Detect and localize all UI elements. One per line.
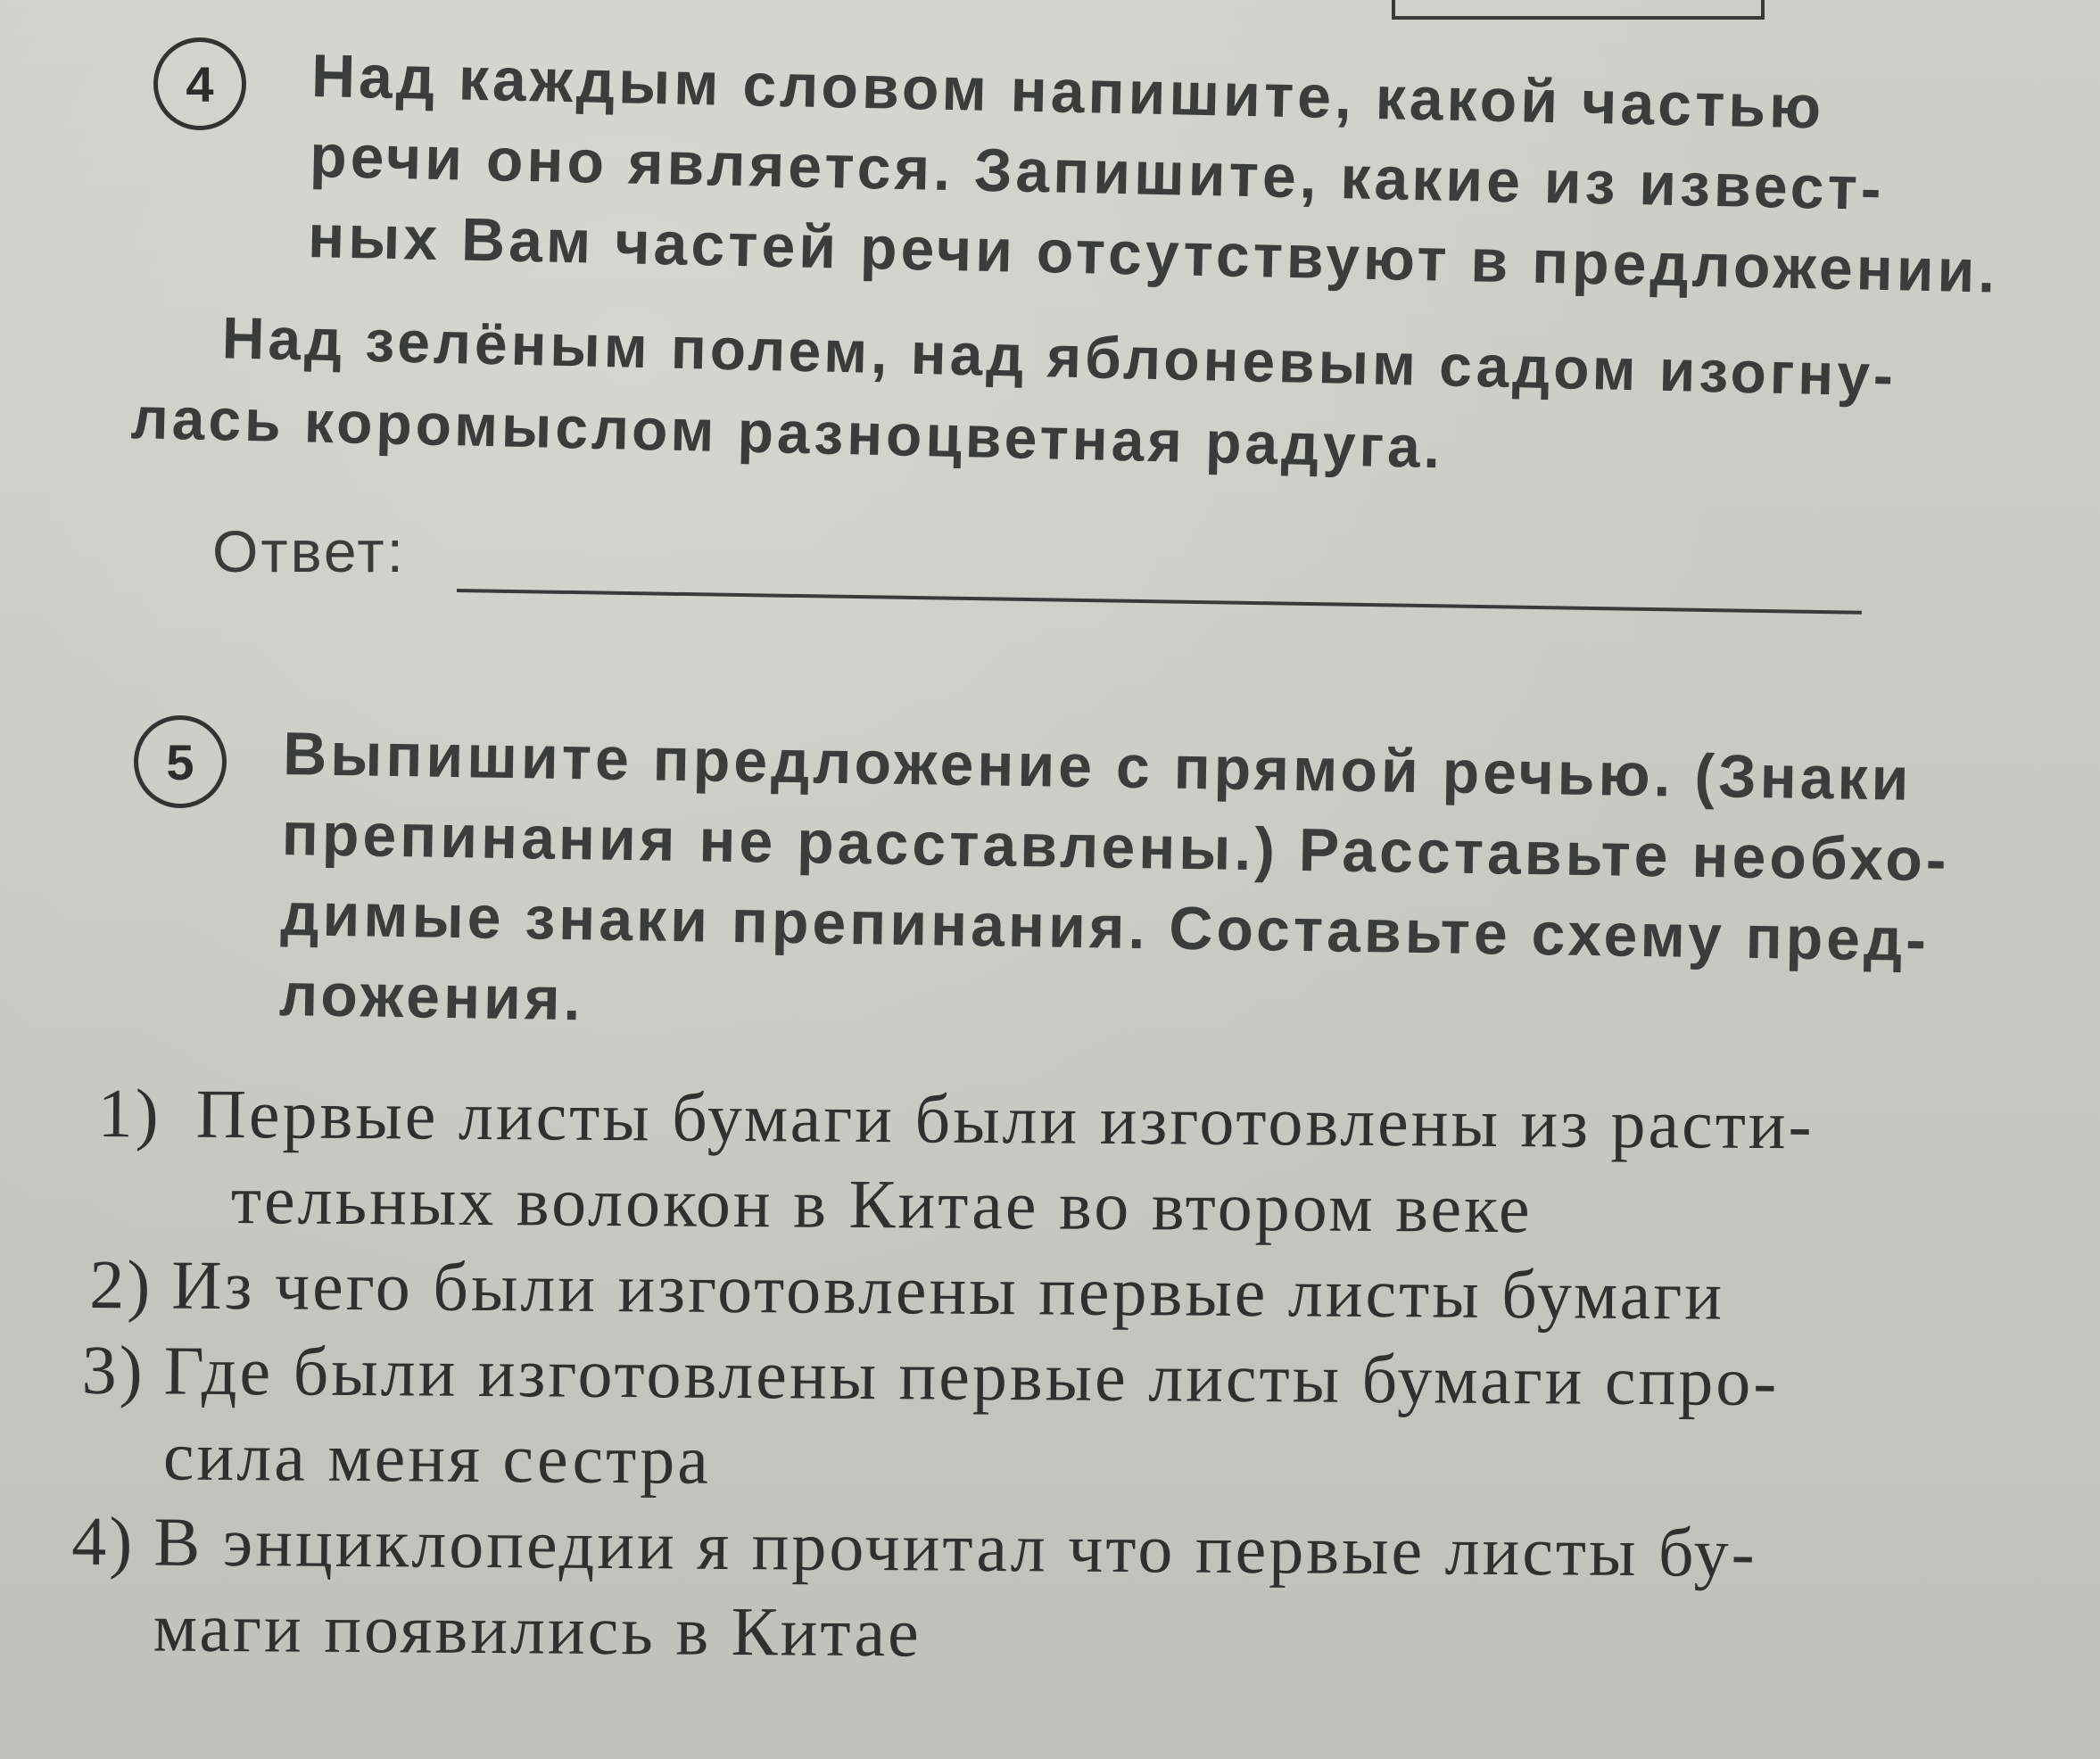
option-4-number: 4) xyxy=(71,1501,136,1581)
task-4-sentence xyxy=(130,294,1918,499)
option-2-number: 2) xyxy=(89,1244,153,1324)
option-4-line: В энциклопедии я прочитал что первые листы бу- xyxy=(153,1502,1757,1591)
option-4-line: маги появились в Китае xyxy=(153,1588,922,1672)
option-1 xyxy=(97,1070,2016,1255)
task-4-instruction xyxy=(307,36,2000,310)
task-5-instruction-line: ложения. xyxy=(278,960,585,1034)
task-5-number-circle xyxy=(134,715,227,808)
task-4-sentence-line: Над зелёным полем, над яблоневым садом изогну- xyxy=(221,304,1897,409)
task-4-sentence-line: лась коромыслом разноцветная радуга. xyxy=(130,384,1445,481)
task-5-instruction-line: Выпишите предложение с прямой речью. (Знаки xyxy=(282,719,1913,813)
task-4-instruction-line: речи оно является. Запишите, какие из извест- xyxy=(309,121,1886,223)
option-4 xyxy=(70,1499,2013,1683)
task-4-instruction-line: Над каждым словом напишите, какой частью xyxy=(310,41,1826,142)
task-4-number: 4 xyxy=(186,55,214,112)
option-1-line: тельных волокон в Китае во втором веке xyxy=(230,1160,1534,1248)
task-4-answer-label: Ответ: xyxy=(212,518,406,584)
option-2-line: Из чего были изготовлены первые листы бумаги xyxy=(171,1245,1725,1334)
previous-answer-box xyxy=(1392,0,1765,20)
task-4-number-circle xyxy=(153,37,246,130)
option-3-number: 3) xyxy=(81,1330,145,1409)
task-5-instruction xyxy=(278,714,1951,1061)
option-3 xyxy=(81,1327,2014,1512)
option-1-line: Первые листы бумаги были изготовлены из расти- xyxy=(195,1074,1815,1164)
task-4-instruction-line: ных Вам частей речи отсутствуют в предложении. xyxy=(307,202,2000,306)
option-3-line: Где были изготовлены первые листы бумаги спро- xyxy=(163,1331,1780,1421)
option-1-number: 1) xyxy=(97,1073,161,1152)
task-5-options xyxy=(71,1070,2016,1683)
task-4-answer-line[interactable] xyxy=(457,589,1862,615)
task-5-number: 5 xyxy=(166,733,194,790)
option-3-line: сила меня сестра xyxy=(162,1416,712,1499)
option-2 xyxy=(89,1242,2015,1341)
task-5-instruction-line: димые знаки препинания. Составьте схему пред- xyxy=(279,880,1931,975)
task-5-instruction-line: препинания не расставлены.) Расставьте необхо- xyxy=(281,799,1951,895)
